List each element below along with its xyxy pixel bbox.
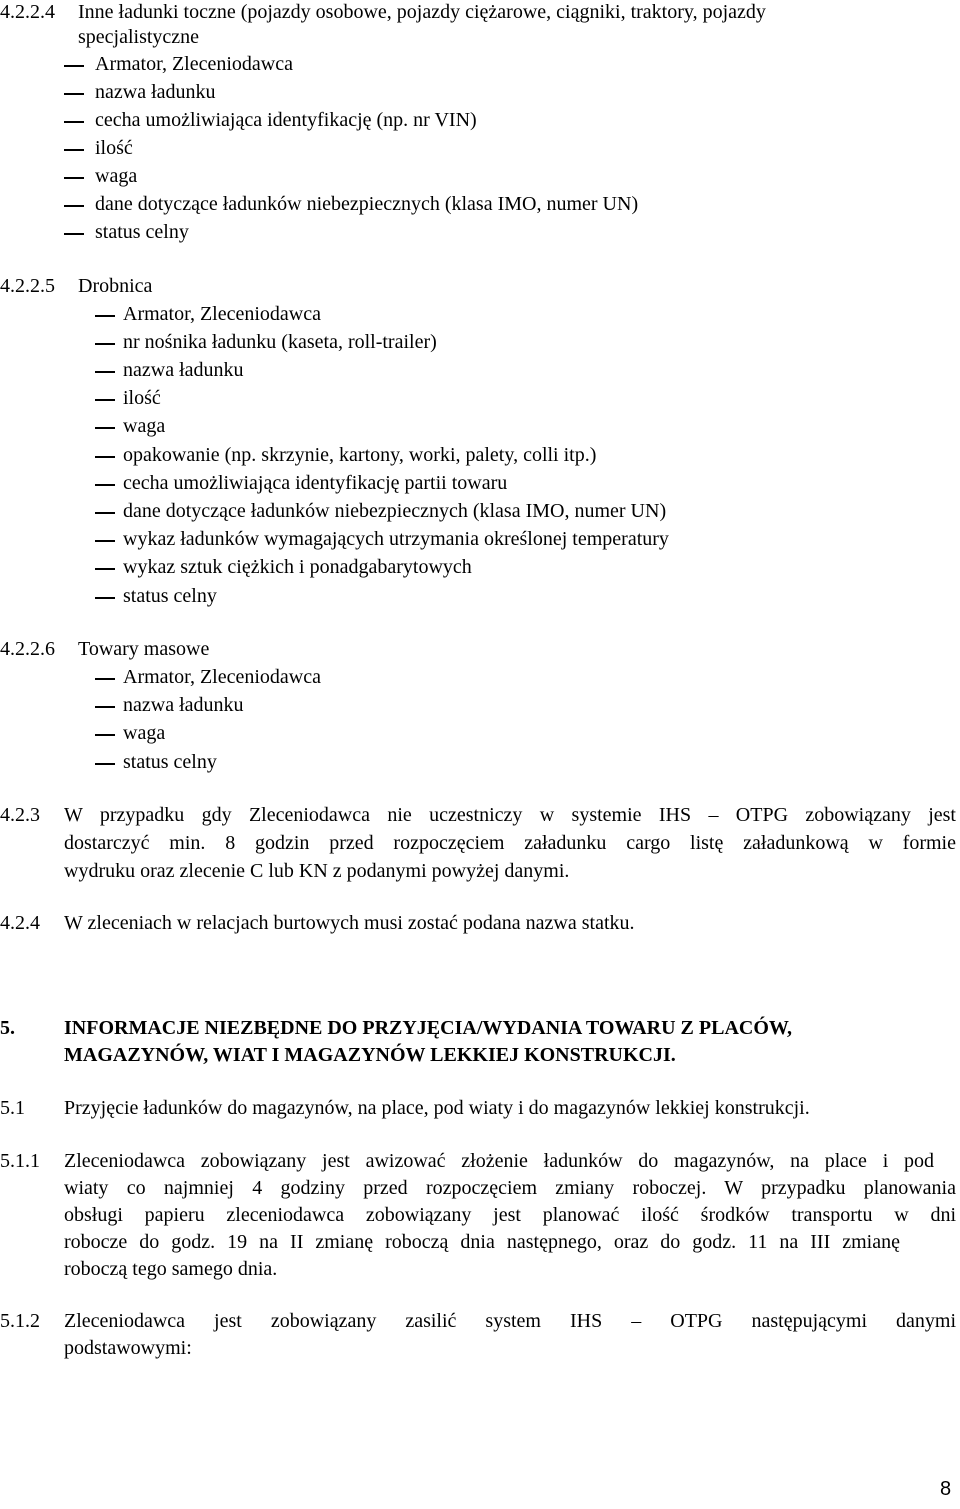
list-item: status celny [95,221,189,243]
list-item: dane dotyczące ładunków niebezpiecznych (klasa IMO, numer UN) [123,500,667,522]
list-item: waga [123,722,166,744]
section-number: 4.2.2.4 [0,1,55,23]
section-heading: Inne ładunki toczne (pojazdy osobowe, pojazdy ciężarowe, ciągniki, traktory, pojazdy [78,1,766,23]
dash-bullet [95,456,115,458]
paragraph-line: roboczą tego samego dnia. [64,1258,278,1280]
dash-bullet [95,540,115,542]
dash-bullet [64,233,84,235]
chapter-title: INFORMACJE NIEZBĘDNE DO PRZYJĘCIA/WYDANIA TOWARU Z PLACÓW, [64,1017,793,1039]
list-item: Armator, Zleceniodawca [123,666,321,688]
paragraph-line: dostarczyć min. 8 godzin przed rozpoczęciem załadunku cargo listę załadunkową w formie [64,832,956,854]
dash-bullet [95,343,115,345]
dash-bullet [95,512,115,514]
section-heading: Towary masowe [78,638,210,660]
list-item: ilość [123,387,161,409]
list-item: nazwa ładunku [123,359,244,381]
section-number: 4.2.4 [0,912,40,934]
section-heading: Drobnica [78,275,153,297]
paragraph-line: W zleceniach w relacjach burtowych musi zostać podana nazwa statku. [64,912,635,934]
list-item: Armator, Zleceniodawca [123,303,321,325]
dash-bullet [95,706,115,708]
dash-bullet [64,177,84,179]
paragraph-line: Zleceniodawca jest zobowiązany zasilić system IHS – OTPG następującymi danymi [64,1310,956,1332]
dash-bullet [95,568,115,570]
list-item: status celny [123,585,217,607]
section-number: 4.2.2.5 [0,275,55,297]
dash-bullet [95,763,115,765]
dash-bullet [64,65,84,67]
list-item: cecha umożliwiająca identyfikację partii towaru [123,472,508,494]
dash-bullet [95,734,115,736]
section-number: 4.2.3 [0,804,40,826]
list-item: nr nośnika ładunku (kaseta, roll-trailer) [123,331,437,353]
dash-bullet [64,149,84,151]
list-item: cecha umożliwiająca identyfikację (np. nr VIN) [95,109,477,131]
list-item: waga [95,165,138,187]
list-item: waga [123,415,166,437]
dash-bullet [95,427,115,429]
chapter-title-cont: MAGAZYNÓW, WIAT I MAGAZYNÓW LEKKIEJ KONSTRUKCJI. [64,1044,676,1066]
list-item: Armator, Zleceniodawca [95,53,293,75]
list-item: wykaz ładunków wymagających utrzymania określonej temperatury [123,528,669,550]
section-heading: Przyjęcie ładunków do magazynów, na place, pod wiaty i do magazynów lekkiej konstrukcji. [64,1097,810,1119]
dash-bullet [95,597,115,599]
paragraph-line: robocze do godz. 19 na II zmianę roboczą dnia następnego, oraz do godz. 11 na III zmianę [64,1231,900,1253]
section-number: 4.2.2.6 [0,638,55,660]
list-item: nazwa ładunku [95,81,216,103]
paragraph-line: Zleceniodawca zobowiązany jest awizować złożenie ładunków do magazynów, na place i pod [64,1150,934,1172]
paragraph-line: wydruku oraz zlecenie C lub KN z podanymi powyżej danymi. [64,860,570,882]
chapter-number: 5. [0,1017,15,1039]
list-item: ilość [95,137,133,159]
list-item: nazwa ładunku [123,694,244,716]
dash-bullet [64,121,84,123]
list-item: opakowanie (np. skrzynie, kartony, worki, palety, colli itp.) [123,444,597,466]
dash-bullet [95,315,115,317]
dash-bullet [95,678,115,680]
section-heading-cont: specjalistyczne [78,26,200,48]
paragraph-line: wiaty co najmniej 4 godziny przed rozpoczęciem zmiany roboczej. W przypadku planowania [64,1177,956,1199]
page-number: 8 [940,1478,952,1500]
paragraph-line: podstawowymi: [64,1337,192,1359]
dash-bullet [64,205,84,207]
dash-bullet [64,93,84,95]
dash-bullet [95,399,115,401]
section-number: 5.1.2 [0,1310,40,1332]
dash-bullet [95,371,115,373]
paragraph-line: W przypadku gdy Zleceniodawca nie uczestniczy w systemie IHS – OTPG zobowiązany jest [64,804,956,826]
list-item: wykaz sztuk ciężkich i ponadgabarytowych [123,556,472,578]
list-item: dane dotyczące ładunków niebezpiecznych (klasa IMO, numer UN) [95,193,639,215]
paragraph-line: obsługi papieru zleceniodawca zobowiązany jest planować ilość środków transportu w dni [64,1204,956,1226]
dash-bullet [95,484,115,486]
section-number: 5.1.1 [0,1150,40,1172]
list-item: status celny [123,751,217,773]
section-number: 5.1 [0,1097,25,1119]
